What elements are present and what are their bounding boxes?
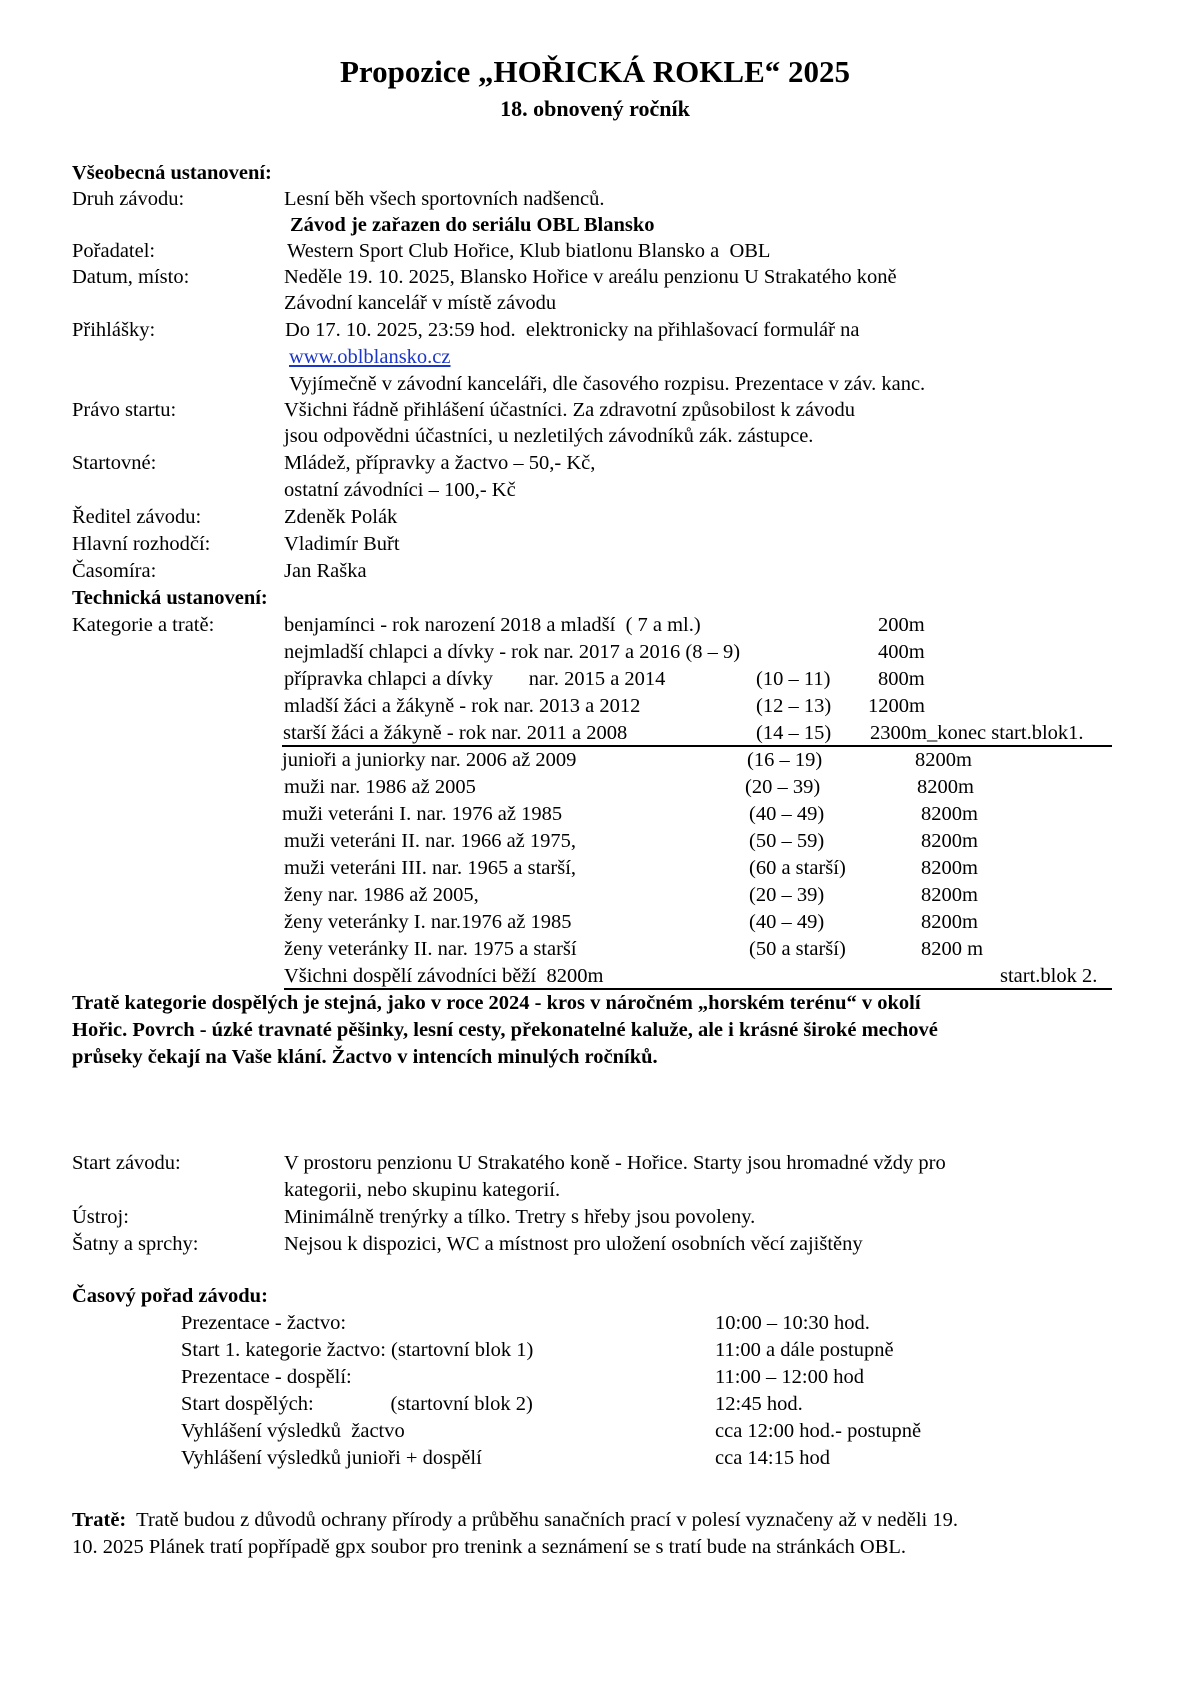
- value-start-right-2: jsou odpovědni účastníci, u nezletilých závodníků zák. zástupce.: [284, 425, 814, 447]
- category-distance: 2300m_konec start.blok1.: [870, 722, 1084, 744]
- schedule-event: Start dospělých: (startovní blok 2): [181, 1393, 533, 1415]
- registration-link[interactable]: www.oblblansko.cz: [289, 346, 451, 368]
- category-name: junioři a juniorky nar. 2006 až 2009: [282, 749, 577, 771]
- value-race-start: V prostoru penzionu U Strakatého koně - Hořice. Starty jsou hromadné vždy pro: [284, 1152, 946, 1174]
- schedule-event: Vyhlášení výsledků žactvo: [181, 1420, 405, 1442]
- label-attire: Ústroj:: [72, 1206, 129, 1228]
- track-description-line-3: průseky čekají na Vaše klání. Žactvo v intencích minulých ročníků.: [72, 1046, 658, 1068]
- label-registration: Přihlášky:: [72, 319, 156, 341]
- schedule-time: 11:00 – 12:00 hod: [715, 1366, 865, 1388]
- category-distance: 200m: [878, 614, 925, 636]
- category-name: starší žáci a žákyně - rok nar. 2011 a 2008: [283, 722, 628, 744]
- track-description-line-2: Hořic. Povrch - úzké travnaté pěšinky, lesní cesty, překonatelné kaluže, ale i krásné široké mechové: [72, 1019, 938, 1041]
- tracks-label: Tratě:: [72, 1509, 127, 1531]
- value-entry-fee-others: ostatní závodníci – 100,- Kč: [284, 479, 516, 501]
- label-changing-rooms: Šatny a sprchy:: [72, 1233, 199, 1255]
- category-distance: 1200m: [868, 695, 925, 717]
- value-changing-rooms: Nejsou k dispozici, WC a místnost pro uložení osobních věcí zajištěny: [284, 1233, 863, 1255]
- category-name: muži nar. 1986 až 2005: [284, 776, 476, 798]
- schedule-event: Vyhlášení výsledků junioři + dospělí: [181, 1447, 482, 1469]
- value-start-right: Všichni řádně přihlášení účastníci. Za zdravotní způsobilost k závodu: [284, 399, 855, 421]
- label-organizer: Pořadatel:: [72, 240, 156, 262]
- tracks-line-2: 10. 2025 Plánek tratí popřípadě gpx soubor pro trenink a seznámení se s tratí bude na stránkách OBL.: [72, 1536, 907, 1558]
- value-registration: Do 17. 10. 2025, 23:59 hod. elektronicky na přihlašovací formulář na: [285, 319, 860, 341]
- category-name: benjamínci - rok narození 2018 a mladší ( 7 a ml.): [284, 614, 701, 636]
- value-race-director: Zdeněk Polák: [284, 506, 398, 528]
- label-race-start: Start závodu:: [72, 1152, 181, 1174]
- value-chief-referee: Vladimír Buřt: [284, 533, 400, 555]
- all-adults-block: start.blok 2.: [1000, 965, 1098, 987]
- category-distance: 8200 m: [921, 938, 984, 960]
- category-distance: 800m: [878, 668, 925, 690]
- all-adults-distance: Všichni dospělí závodníci běží 8200m: [284, 965, 604, 987]
- value-date-place: Neděle 19. 10. 2025, Blansko Hořice v areálu penzionu U Strakatého koně: [284, 266, 897, 288]
- value-timekeeping: Jan Raška: [284, 560, 367, 582]
- schedule-time: 10:00 – 10:30 hod.: [715, 1312, 870, 1334]
- schedule-time: 12:45 hod.: [715, 1393, 803, 1415]
- category-name: muži veteráni I. nar. 1976 až 1985: [282, 803, 563, 825]
- category-distance: 8200m: [921, 830, 978, 852]
- category-age: (20 – 39): [745, 776, 821, 798]
- value-race-type: Lesní běh všech sportovních nadšenců.: [284, 188, 605, 210]
- section-heading-technical: Technická ustanovení:: [72, 587, 268, 609]
- track-description-line-1: Tratě kategorie dospělých je stejná, jako v roce 2024 - kros v náročném „horském terénu“ v okolí: [72, 992, 921, 1014]
- category-name: ženy veteránky I. nar.1976 až 1985: [284, 911, 572, 933]
- category-age: (40 – 49): [749, 803, 825, 825]
- category-name: ženy nar. 1986 až 2005,: [284, 884, 479, 906]
- category-distance: 8200m: [917, 776, 974, 798]
- schedule-time: 11:00 a dále postupně: [715, 1339, 894, 1361]
- category-age: (20 – 39): [749, 884, 825, 906]
- category-age: (12 – 13): [756, 695, 832, 717]
- category-distance: 8200m: [915, 749, 972, 771]
- category-age: (14 – 15): [756, 722, 832, 744]
- value-organizer: Western Sport Club Hořice, Klub biatlonu Blansko a OBL: [287, 240, 771, 262]
- category-distance: 8200m: [921, 911, 978, 933]
- label-chief-referee: Hlavní rozhodčí:: [72, 533, 211, 555]
- label-date-place: Datum, místo:: [72, 266, 190, 288]
- label-race-type: Druh závodu:: [72, 188, 185, 210]
- category-name: muži veteráni III. nar. 1965 a starší,: [284, 857, 577, 879]
- value-attire: Minimálně trenýrky a tílko. Tretry s hřeby jsou povoleny.: [284, 1206, 756, 1228]
- schedule-time: cca 14:15 hod: [715, 1447, 830, 1469]
- document-title: Propozice „HOŘICKÁ ROKLE“ 2025: [339, 54, 851, 89]
- value-race-start-2: kategorii, nebo skupinu kategorií.: [284, 1179, 561, 1201]
- category-name: přípravka chlapci a dívky nar. 2015 a 2014: [284, 668, 666, 690]
- schedule-event: Prezentace - žactvo:: [181, 1312, 347, 1334]
- category-distance: 8200m: [921, 857, 978, 879]
- section-heading-schedule: Časový pořad závodu:: [72, 1285, 268, 1307]
- category-name: muži veteráni II. nar. 1966 až 1975,: [284, 830, 577, 852]
- label-entry-fee: Startovné:: [72, 452, 157, 474]
- category-name: mladší žáci a žákyně - rok nar. 2013 a 2012: [284, 695, 641, 717]
- value-entry-fee-youth: Mládež, přípravky a žactvo – 50,- Kč,: [284, 452, 596, 474]
- value-race-office: Závodní kancelář v místě závodu: [284, 292, 557, 314]
- category-name: nejmladší chlapci a dívky - rok nar. 2017 a 2016 (8 – 9): [284, 641, 741, 663]
- category-name: ženy veteránky II. nar. 1975 a starší: [284, 938, 577, 960]
- schedule-event: Start 1. kategorie žactvo: (startovní blok 1): [181, 1339, 534, 1361]
- category-distance: 8200m: [921, 803, 978, 825]
- category-distance: 8200m: [921, 884, 978, 906]
- category-age: (16 – 19): [747, 749, 823, 771]
- category-age: (40 – 49): [749, 911, 825, 933]
- schedule-time: cca 12:00 hod.- postupně: [715, 1420, 922, 1442]
- category-age: (50 – 59): [749, 830, 825, 852]
- label-categories: Kategorie a tratě:: [72, 614, 215, 636]
- section-heading-general: Všeobecná ustanovení:: [72, 162, 272, 184]
- schedule-event: Prezentace - dospělí:: [181, 1366, 352, 1388]
- category-age: (10 – 11): [756, 668, 831, 690]
- value-registration-exception: Vyjímečně v závodní kanceláři, dle časového rozpisu. Prezentace v záv. kanc.: [289, 373, 926, 395]
- category-age: (60 a starší): [749, 857, 846, 879]
- tracks-text-1: Tratě budou z důvodů ochrany přírody a průběhu sanačních prací v polesí vyznačeny až v neděli 19.: [126, 1509, 958, 1531]
- label-timekeeping: Časomíra:: [72, 560, 157, 582]
- category-distance: 400m: [878, 641, 925, 663]
- label-race-director: Ředitel závodu:: [72, 506, 202, 528]
- label-start-right: Právo startu:: [72, 399, 177, 421]
- category-age: (50 a starší): [749, 938, 846, 960]
- value-race-series: Závod je zařazen do seriálu OBL Blansko: [290, 214, 655, 236]
- tracks-line-1: [72, 1507, 958, 1533]
- document-subtitle: 18. obnovený ročník: [500, 96, 690, 121]
